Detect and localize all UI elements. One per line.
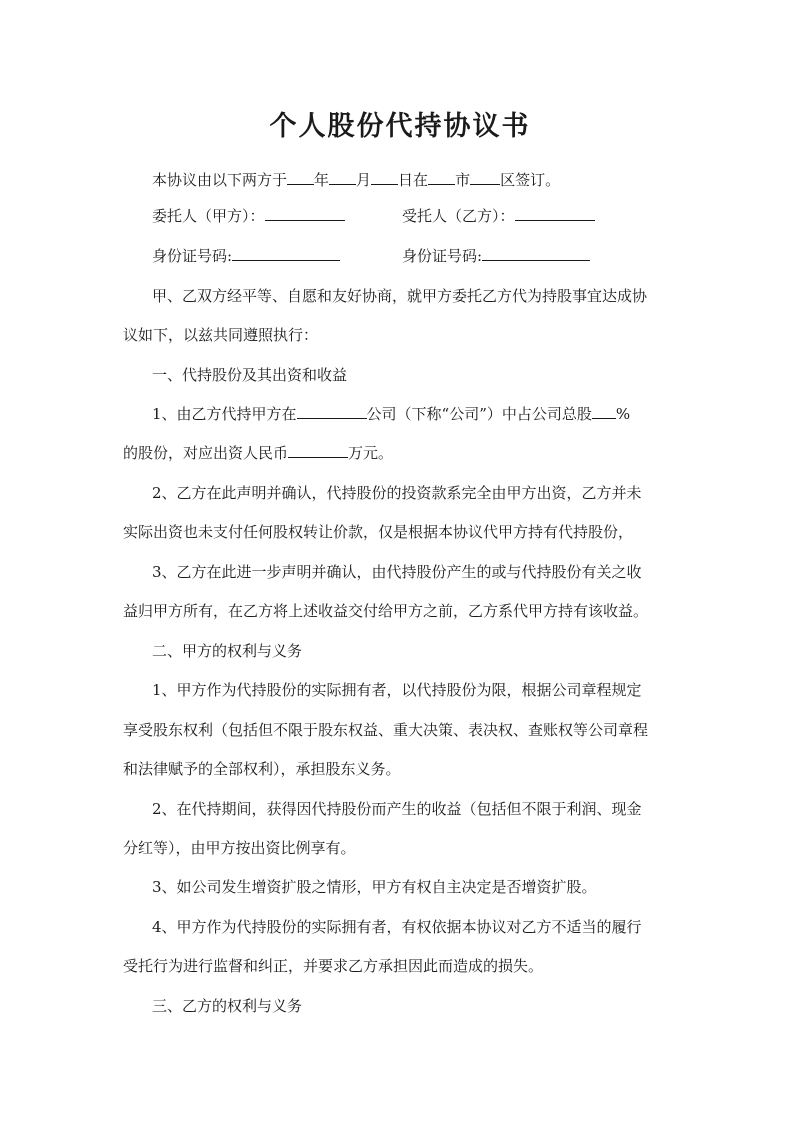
section-1-heading: 一、代持股份及其出资和收益 bbox=[152, 366, 348, 384]
clause-2-1-line-2: 享受股东权利（包括但不限于股东权益、重大决策、表决权、查账权等公司章程 bbox=[123, 721, 649, 739]
clause-1-2-line-2: 实际出资也未支付任何股权转让价款，仅是根据本协议代甲方持有代持股份， bbox=[123, 523, 634, 541]
clause-2-1-line-1: 1、甲方作为代持股份的实际拥有者，以代持股份为限，根据公司章程规定 bbox=[152, 681, 642, 699]
clause-1-1-text-c: % bbox=[615, 405, 631, 423]
clause-2-2-line-1: 2、在代持期间，获得因代持股份而产生的收益（包括但不限于利润、现金 bbox=[152, 800, 642, 818]
intro-text-b: 年 bbox=[314, 171, 330, 189]
party-a-line bbox=[152, 205, 345, 227]
clause-2-4-line-1: 4、甲方作为代持股份的实际拥有者，有权依据本协议对乙方不适当的履行 bbox=[152, 918, 642, 936]
clause-2-4-line-2: 受托行为进行监督和纠正，并要求乙方承担因此而造成的损失。 bbox=[123, 957, 544, 975]
clause-1-1-line-1 bbox=[152, 403, 630, 425]
preamble-line-1: 甲、乙双方经平等、自愿和友好协商，就甲方委托乙方代为持股事宜达成协 bbox=[152, 287, 648, 305]
clause-1-3-line-2: 益归甲方所有，在乙方将上述收益交付给甲方之前，乙方系代甲方持有该收益。 bbox=[123, 602, 649, 620]
clause-2-2-line-2: 分红等），由甲方按出资比例享有。 bbox=[123, 839, 356, 857]
id-b-label: 身份证号码: bbox=[402, 247, 483, 265]
year-blank bbox=[287, 169, 314, 185]
percent-blank bbox=[592, 403, 616, 419]
id-b-line bbox=[402, 245, 590, 267]
company-blank bbox=[297, 403, 367, 419]
intro-text-d: 日在 bbox=[398, 171, 429, 189]
day-blank bbox=[371, 169, 398, 185]
intro-text-c: 月 bbox=[356, 171, 372, 189]
city-blank bbox=[428, 169, 455, 185]
clause-1-1-text-d: 的股份，对应出资人民币 bbox=[123, 444, 289, 462]
section-3-heading: 三、乙方的权利与义务 bbox=[152, 997, 303, 1015]
preamble-line-2: 议如下，以兹共同遵照执行： bbox=[123, 326, 319, 344]
party-b-label: 受托人（乙方）： bbox=[402, 207, 515, 225]
id-a-label: 身份证号码: bbox=[152, 247, 233, 265]
party-a-label: 委托人（甲方）： bbox=[152, 207, 265, 225]
clause-1-3-line-1: 3、乙方在此进一步声明并确认，由代持股份产生的或与代持股份有关之收 bbox=[152, 563, 642, 581]
party-b-line bbox=[402, 205, 595, 227]
clause-1-1-text-e: 万元。 bbox=[348, 444, 394, 462]
clause-1-2-line-1: 2、乙方在此声明并确认，代持股份的投资款系完全由甲方出资，乙方并未 bbox=[152, 484, 642, 502]
document-title: 个人股份代持协议书 bbox=[269, 111, 531, 142]
intro-text-f: 区签订。 bbox=[500, 171, 561, 189]
intro-text-a: 本协议由以下两方于 bbox=[152, 171, 288, 189]
clause-1-1-line-2 bbox=[123, 442, 393, 464]
intro-line bbox=[152, 169, 560, 191]
clause-2-1-line-3: 和法律赋予的全部权利），承担股东义务。 bbox=[123, 760, 401, 778]
id-b-blank bbox=[482, 245, 590, 261]
clause-2-3: 3、如公司发生增资扩股之情形，甲方有权自主决定是否增资扩股。 bbox=[152, 878, 597, 896]
month-blank bbox=[329, 169, 356, 185]
clause-1-1-text-a: 1、由乙方代持甲方在 bbox=[152, 405, 297, 423]
intro-text-e: 市 bbox=[455, 171, 471, 189]
party-a-blank bbox=[265, 205, 345, 221]
id-a-line bbox=[152, 245, 340, 267]
party-b-blank bbox=[515, 205, 595, 221]
district-blank bbox=[470, 169, 500, 185]
amount-blank bbox=[288, 442, 348, 458]
clause-1-1-text-b: 公司（下称“公司”）中占公司总股 bbox=[366, 405, 592, 423]
id-a-blank bbox=[232, 245, 340, 261]
section-2-heading: 二、甲方的权利与义务 bbox=[152, 642, 303, 660]
